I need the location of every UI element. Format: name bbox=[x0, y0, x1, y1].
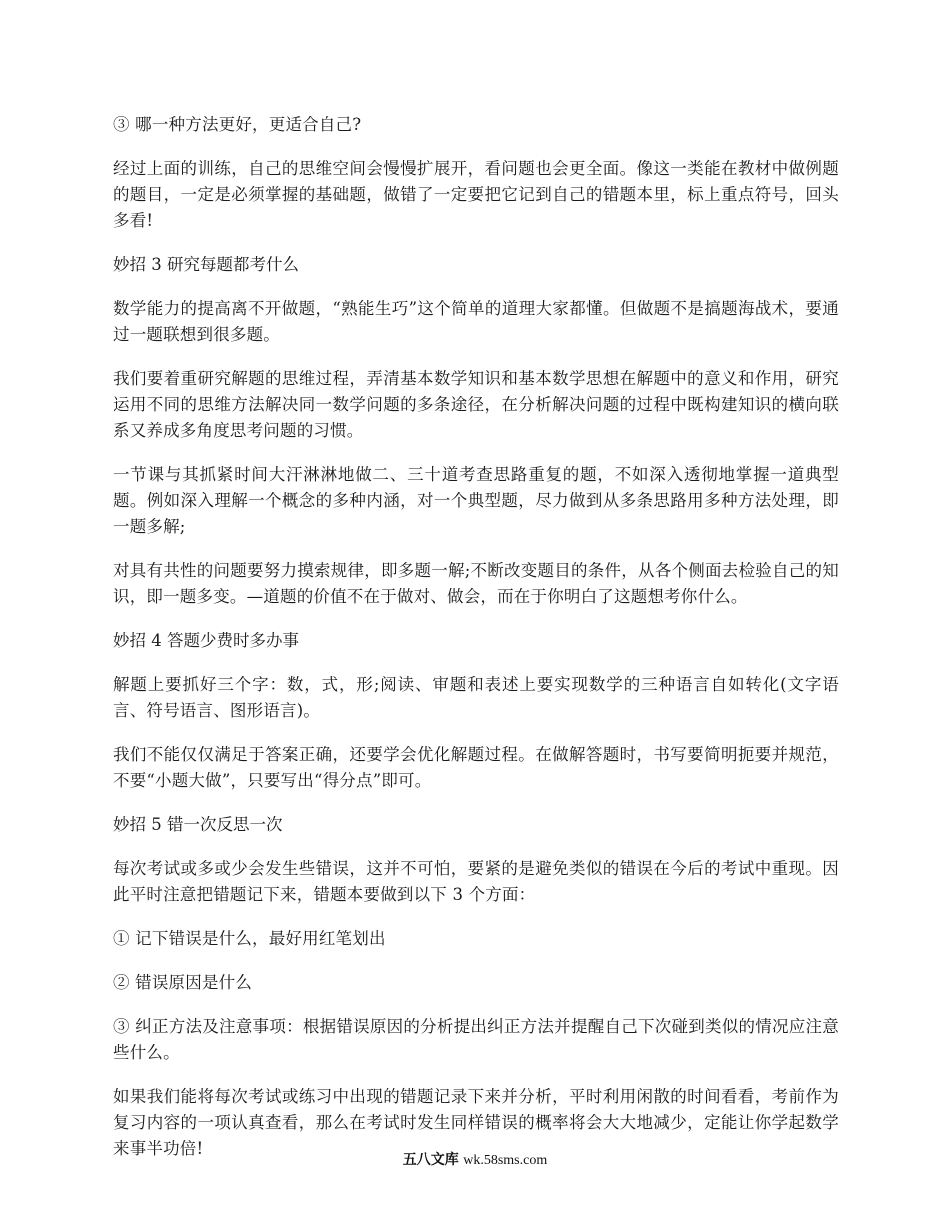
paragraph-optimize-solution: 我们不能仅仅满足于答案正确，还要学会优化解题过程。在做解答题时，书写要简明扼要并规范，不要“小题大做”，只要写出“得分点”即可。 bbox=[113, 745, 839, 790]
page-footer bbox=[0, 1150, 950, 1171]
paragraph-typical-problem: 一节课与其抓紧时间大汗淋淋地做二、三十道考查思路重复的题，不如深入透彻地掌握一道典型题。例如深入理解一个概念的多种内涵，对一个典型题，尽力做到从多条思路用多种方法处理，即一题多解; bbox=[113, 465, 839, 536]
footer-domain-link[interactable]: wk.58sms.com bbox=[463, 1153, 548, 1168]
paragraph-conclusion: 如果我们能将每次考试或练习中出现的错题记录下来并分析，平时利用闲散的时间看看，考前作为复习内容的一项认真查看，那么在考试时发生同样错误的概率将会大大地减少，定能让你学起数学来事半功倍! bbox=[113, 1087, 839, 1158]
paragraph-mistakes: 每次考试或多或少会发生些错误，这并不可怕，要紧的是避免类似的错误在今后的考试中重现。因此平时注意把错题记下来，错题本要做到以下 3 个方面： bbox=[113, 859, 839, 904]
section-heading-tip-3: 妙招 3 研究每题都考什么 bbox=[113, 255, 299, 274]
paragraph-thinking-process: 我们要着重研究解题的思维过程，弄清基本数学知识和基本数学思想在解题中的意义和作用，研究运用不同的思维方法解决同一数学问题的多条途径，在分析解决问题的过程中既构建知识的横向联系又养成多角度思考问题的习惯。 bbox=[113, 369, 839, 440]
section-heading-tip-5: 妙招 5 错一次反思一次 bbox=[113, 815, 283, 834]
footer-brand: 五八文库 bbox=[402, 1152, 459, 1168]
paragraph-common-patterns: 对具有共性的问题要努力摸索规律，即多题一解;不断改变题目的条件，从各个侧面去检验自己的知识，即一题多变。—道题的价值不在于做对、做会，而在于你明白了这题想考你什么。 bbox=[113, 561, 839, 606]
list-item-2-error-cause: ② 错误原因是什么 bbox=[113, 973, 253, 992]
paragraph-training-summary: 经过上面的训练，自己的思维空间会慢慢扩展开，看问题也会更全面。像这一类能在教材中做例题的题目，一定是必须掌握的基础题，做错了一定要把它记到自己的错题本里，标上重点符号，回头多看! bbox=[113, 159, 839, 230]
list-item-1-record-error: ① 记下错误是什么，最好用红笔划出 bbox=[113, 929, 386, 948]
document-body bbox=[113, 112, 839, 1180]
section-heading-tip-4: 妙招 4 答题少费时多办事 bbox=[113, 631, 299, 650]
list-item-3-correction: ③ 纠正方法及注意事项：根据错误原因的分析提出纠正方法并提醒自己下次碰到类似的情况应注意些什么。 bbox=[113, 1017, 839, 1062]
paragraph-three-words: 解题上要抓好三个字：数，式，形;阅读、审题和表述上要实现数学的三种语言自如转化(文字语言、符号语言、图形语言)。 bbox=[113, 675, 839, 720]
paragraph-practice: 数学能力的提高离不开做题，“熟能生巧”这个简单的道理大家都懂。但做题不是搞题海战术，要通过一题联想到很多题。 bbox=[113, 299, 839, 344]
list-item-3-question: ③ 哪一种方法更好，更适合自己? bbox=[113, 115, 362, 134]
